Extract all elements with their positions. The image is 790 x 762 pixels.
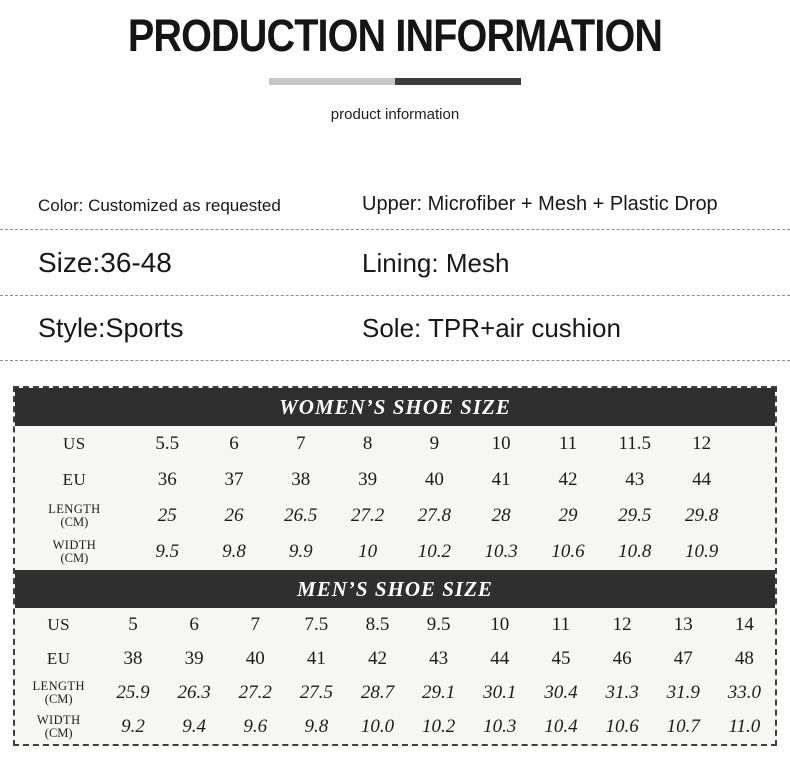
size-cell: 10.8 (618, 541, 652, 562)
size-cell: 6 (229, 433, 239, 454)
size-cell: 45 (551, 648, 571, 669)
size-cell: 29.8 (684, 505, 719, 526)
page-title: PRODUCTION INFORMATION (127, 10, 663, 61)
size-cell: 42 (368, 648, 388, 669)
size-cell: 9.9 (288, 541, 313, 562)
men-size-table (15, 608, 775, 744)
table-row (15, 710, 775, 744)
spec-row-color-upper (0, 123, 790, 230)
size-cell: 9.6 (243, 716, 268, 737)
size-cell: 9 (429, 433, 440, 454)
row-label: US (63, 434, 86, 453)
size-cell: 9.8 (304, 716, 329, 737)
size-cell: 26 (224, 505, 244, 526)
spec-row-style-sole (0, 296, 790, 361)
divider-bar-light-segment (269, 78, 395, 85)
spec-size: Size:36-48 (38, 247, 172, 278)
size-cell: 29 (558, 505, 578, 526)
size-cell: 38 (291, 469, 311, 490)
size-cell: 44 (692, 469, 712, 490)
spec-upper: Upper: Microfiber + Mesh + Plastic Drop (362, 193, 718, 215)
row-label: EU (62, 470, 87, 489)
table-row (15, 462, 735, 498)
size-cell: 43 (429, 648, 449, 669)
size-cell: 10 (490, 614, 510, 635)
size-cell: 25 (157, 505, 177, 526)
row-label: WIDTH (CM) (52, 538, 97, 566)
spec-lining: Lining: Mesh (362, 248, 510, 278)
size-cell: 9.5 (426, 614, 451, 635)
size-cell: 41 (306, 648, 326, 669)
size-cell: 10 (491, 433, 511, 454)
size-cell: 10.2 (422, 716, 456, 737)
size-cell: 31.3 (605, 682, 639, 703)
size-cell: 36 (157, 469, 177, 490)
size-cell: 9.4 (182, 716, 206, 737)
size-cell: 5.5 (155, 433, 180, 454)
table-row (15, 498, 735, 534)
size-cell: 42 (558, 469, 578, 490)
size-cell: 47 (673, 648, 693, 669)
size-cell: 40 (245, 648, 265, 669)
size-cell: 10.7 (666, 716, 700, 737)
size-cell: 26.5 (284, 505, 318, 526)
size-cell: 8.5 (365, 614, 390, 635)
size-cell: 40 (424, 469, 444, 490)
size-cell: 27.8 (417, 505, 451, 526)
spec-style: Style:Sports (38, 313, 184, 343)
page-subtitle: product information (330, 106, 460, 123)
size-cell: 27.2 (350, 505, 385, 526)
row-label: WIDTH (CM) (36, 713, 81, 741)
size-cell: 14 (734, 614, 754, 635)
size-cell: 7.5 (304, 614, 329, 635)
size-cell: 28 (491, 505, 511, 526)
size-cell: 7 (296, 433, 306, 454)
size-cell: 9.5 (155, 541, 180, 562)
size-cell: 29.5 (618, 505, 652, 526)
size-cell: 10.4 (544, 716, 578, 737)
size-cell: 6 (189, 614, 199, 635)
row-label: EU (46, 649, 71, 668)
size-cell: 25.9 (116, 682, 150, 703)
size-cell: 10.9 (684, 541, 719, 562)
size-cell: 10.6 (551, 541, 585, 562)
size-cell: 13 (673, 614, 693, 635)
size-cell: 26.3 (177, 682, 211, 703)
table-row (15, 608, 775, 642)
size-cell: 31.9 (666, 682, 700, 703)
size-cell: 9.8 (222, 541, 246, 562)
size-cell: 7 (250, 614, 260, 635)
size-cell: 10.2 (417, 541, 451, 562)
size-cell: 10.0 (360, 716, 395, 737)
size-cell: 27.5 (299, 682, 333, 703)
women-size-table-title: WOMEN’S SHOE SIZE (15, 388, 775, 426)
size-cell: 11 (551, 614, 571, 635)
row-label: LENGTH (CM) (32, 679, 85, 707)
divider-bar-dark-segment (395, 78, 521, 85)
size-cell: 46 (612, 648, 632, 669)
row-label: US (47, 615, 71, 634)
spec-sole: Sole: TPR+air cushion (362, 313, 621, 343)
size-cell: 10.6 (605, 716, 639, 737)
size-cell: 38 (123, 648, 143, 669)
size-cell: 48 (734, 648, 754, 669)
size-cell: 12 (612, 614, 632, 635)
table-row (15, 426, 735, 462)
size-cell: 10 (358, 541, 378, 562)
size-cell: 41 (491, 469, 511, 490)
size-cell: 37 (224, 469, 244, 490)
size-cell: 30.4 (544, 682, 578, 703)
size-cell: 10.3 (484, 541, 518, 562)
size-cell: 5 (128, 614, 138, 635)
table-row (15, 676, 775, 710)
size-cell: 11 (558, 433, 578, 454)
title-divider-bar (0, 78, 790, 85)
size-cell: 33.0 (727, 682, 762, 703)
table-row (15, 534, 735, 570)
size-cell: 43 (625, 469, 645, 490)
size-cell: 29.1 (422, 682, 456, 703)
size-cell: 44 (490, 648, 510, 669)
shoe-size-chart (13, 386, 777, 746)
size-cell: 11.5 (618, 433, 652, 454)
size-cell: 39 (358, 469, 378, 490)
product-specs (0, 123, 790, 361)
size-cell: 28.7 (360, 682, 395, 703)
men-size-table-title: MEN’S SHOE SIZE (15, 570, 775, 608)
size-cell: 10.3 (483, 716, 517, 737)
size-cell: 12 (692, 433, 712, 454)
size-cell: 27.2 (238, 682, 272, 703)
table-row (15, 642, 775, 676)
size-cell: 11.0 (728, 716, 761, 737)
size-cell: 9.2 (121, 716, 145, 737)
spec-color: Color: Customized as requested (38, 196, 281, 215)
size-cell: 39 (184, 648, 204, 669)
size-cell: 30.1 (483, 682, 517, 703)
size-cell: 8 (362, 433, 373, 454)
spec-row-size-lining (0, 230, 790, 296)
row-label: LENGTH (CM) (48, 502, 101, 530)
women-size-table (15, 426, 735, 570)
